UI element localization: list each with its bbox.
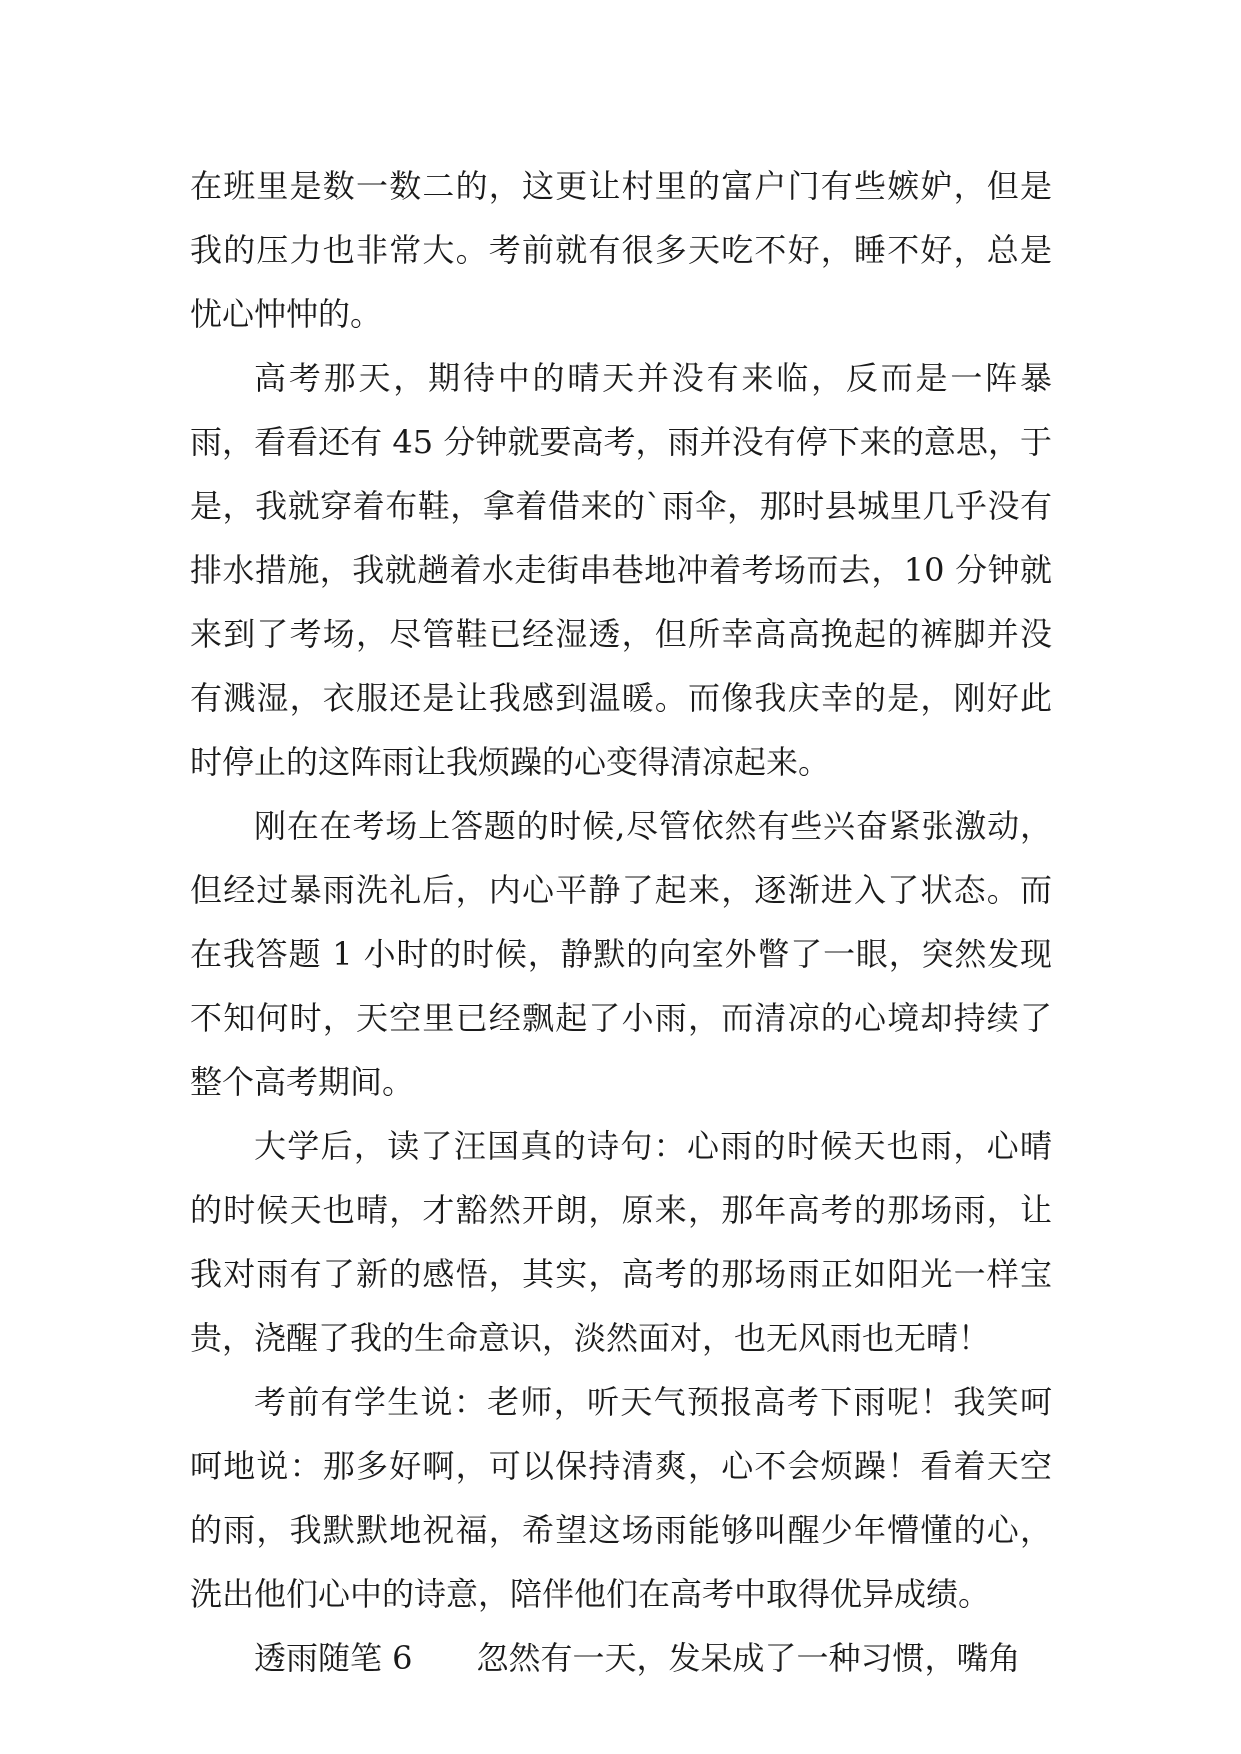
paragraph-continued: 在班里是数一数二的，这更让村里的富户门有些嫉妒，但是我的压力也非常大。考前就有很多天吃不好，睡不好，总是忧心忡忡的。 (190, 167, 1052, 333)
document-body (190, 154, 1052, 1690)
paragraph-answering-exam: 刚在在考场上答题的时候,尽管依然有些兴奋紧张激动，但经过暴雨洗礼后，内心平静了起来，逐渐进入了状态。而在我答题 1 小时的时候，静默的向室外瞥了一眼，突然发现不知何时，天空里已经飘起了小雨，而清凉的心境却持续了整个高考期间。 (190, 807, 1052, 1101)
paragraph-university-poem: 大学后，读了汪国真的诗句：心雨的时候天也雨，心晴的时候天也晴，才豁然开朗，原来，那年高考的那场雨，让我对雨有了新的感悟，其实，高考的那场雨正如阳光一样宝贵，浇醒了我的生命意识，淡然面对，也无风雨也无晴！ (190, 1127, 1052, 1357)
paragraph-next-essay-start: 透雨随笔 6 忽然有一天，发呆成了一种习惯，嘴角 (254, 1639, 1021, 1677)
paragraph-student-forecast: 考前有学生说：老师，听天气预报高考下雨呢！我笑呵呵地说：那多好啊，可以保持清爽，心不会烦躁！看着天空的雨，我默默地祝福，希望这场雨能够叫醒少年懵懂的心，洗出他们心中的诗意，陪伴他们在高考中取得优异成绩。 (190, 1383, 1052, 1613)
paragraph-exam-day-rain: 高考那天，期待中的晴天并没有来临，反而是一阵暴雨，看看还有 45 分钟就要高考，雨并没有停下来的意思，于是，我就穿着布鞋，拿着借来的`雨伞，那时县城里几乎没有排水措施，我就趟着水走街串巷地冲着考场而去，10 分钟就来到了考场，尽管鞋已经湿透，但所幸高高挽起的裤脚并没有溅湿，衣服还是让我感到温暖。而像我庆幸的是，刚好此时停止的这阵雨让我烦躁的心变得清凉起来。 (190, 359, 1052, 781)
